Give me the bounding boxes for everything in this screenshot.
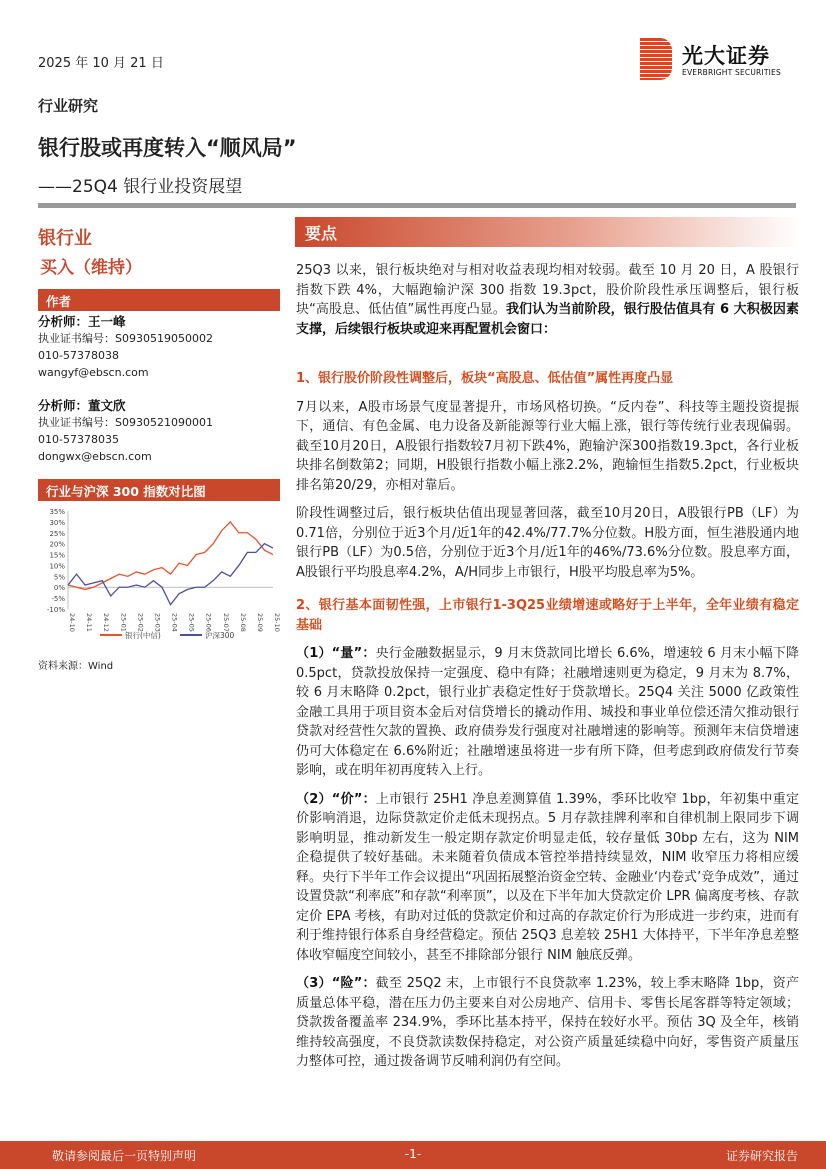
- section-1-heading: 1、银行股价阶段性调整后，板块“高股息、低估值”属性再度凸显: [296, 371, 674, 386]
- author-cert: 执业证书编号：S0930521090001: [38, 416, 213, 429]
- section-1-paragraph-2: 阶段性调整过后，银行板块估值出现显著回落，截至10月20日，A股银行PB（LF）为0.71倍，分别位于近3个月/近1年的42.4%/77.7%分位数。H股方面，恒生港股通内地银行PB（LF）为0.5倍，分别位于近3个月/近1年的46%/73.6%分位数。股息率方面，A股银行平均股息率4.2%，A/H同步上市银行，H股平均股息率为5%。: [296, 506, 799, 580]
- author-name: 分析师：王一峰: [38, 314, 126, 329]
- x-tick-label: 24-10: [68, 613, 76, 632]
- logo-mark-icon: [640, 38, 672, 80]
- chart-heading: 行业与沪深 300 指数对比图: [38, 479, 280, 501]
- x-tick-label: 25-08: [238, 613, 247, 632]
- intro-bold-text: 我们认为当前阶段，银行股估值具有 6 大积极因素支撑，后续银行板块或迎来再配置机会窗口：: [296, 302, 799, 337]
- page-footer: [0, 1141, 826, 1169]
- item-text: 央行金融数据显示，9 月末贷款同比增长 6.6%，增速较 6 月末小幅下降 0.5pct，贷款投放保持一定强度、稳中有降；社融增速则更为稳定，9 月末为 8.7%，较 6 月末略降 0.2pct，银行业扩表稳定性好于贷款增长。25Q4 关注 5000 亿政策性金融工具用于项目资本金后对信贷增长的撬动作用、城投和事业单位偿还清欠推动银行贷款对经营性欠款的置换、政府债券发行强度对社融增速的影响等。预测年末信贷增速仍可大体稳定在 6.6%附近；社融增速虽将进一步有所下降，但考虑到政府债发行节奏影响，或在明年初再度转入上行。: [296, 646, 799, 778]
- y-tick-label: 0%: [53, 584, 65, 593]
- y-tick-label: 15%: [49, 551, 65, 560]
- x-tick-label: 24-12: [102, 613, 111, 632]
- header-divider: [38, 203, 796, 208]
- x-tick-label: 25-04: [170, 613, 179, 632]
- x-tick-label: 25-10: [273, 613, 281, 632]
- author-phone: 010-57378038: [38, 349, 119, 362]
- legend-label: 沪深300: [205, 631, 235, 640]
- page-number: -1-: [404, 1147, 422, 1161]
- author-heading: 作者: [38, 289, 280, 311]
- section-2-heading: 2、银行基本面韧性强，上市银行1-3Q25业绩增速或略好于上半年，全年业绩有稳定基础: [296, 598, 799, 633]
- x-tick-label: 25-03: [153, 613, 162, 632]
- x-tick-label: 25-02: [136, 613, 145, 632]
- x-tick-label: 25-05: [187, 613, 196, 632]
- footer-disclaimer: 敬请参阅最后一页特别声明: [52, 1149, 197, 1163]
- y-tick-label: 30%: [49, 518, 65, 527]
- logo-name-en: EVERBRIGHT SECURITIES: [682, 68, 781, 77]
- y-tick-label: 10%: [49, 562, 65, 571]
- y-tick-label: 35%: [49, 508, 65, 516]
- report-category: 行业研究: [38, 97, 99, 115]
- key-points-heading: 要点: [295, 217, 800, 247]
- logo-name-cn: 光大证券: [682, 44, 770, 68]
- item-label: （1）“量”：: [296, 646, 376, 661]
- y-tick-label: 25%: [49, 529, 65, 538]
- item-volume: [296, 644, 799, 781]
- author-email[interactable]: dongwx@ebscn.com: [38, 450, 152, 463]
- section-1-paragraph-1: 7月以来，A股市场景气度显著提升，市场风格切换。“反内卷”、科技等主题投资提振下，通信、有色金属、电力设备及新能源等行业大幅上涨，银行等传统行业表现偏弱。截至10月20日，A股银行指数较7月初下跌4%，跑输沪深300指数19.3pct，各行业板块排名倒数第2；同期，H股银行指数小幅上涨2.2%，跑输恒生指数5.2pct，行业板块排名第20/29，亦相对靠后。: [296, 399, 799, 493]
- footer-doc-type: 证券研究报告: [725, 1149, 798, 1163]
- x-tick-label: 25-06: [204, 613, 213, 632]
- x-tick-label: 25-09: [255, 613, 264, 632]
- item-text: 上市银行 25H1 净息差测算值 1.39%，季环比收窄 1bp，年初集中重定价影响消退，边际贷款定价走低未现拐点。5 月存款挂牌利率和自律机制上限同步下调影响明显，推动新发生一般定期存款定价明显走低，较存量低 30bp 左右，这为 NIM 企稳提供了较好基础。未来随着负债成本管控举措持续显效，NIM 收窄压力将相应缓释。央行下半年工作会议提出“巩固拓展整治资金空转、金融业‘内卷式’竞争成效”，通过设置贷款“利率底”和存款“利率顶”，以及在下半年加大贷款定价 LPR 偏离度考核、存款定价 EPA 考核，有助对过低的贷款定价和过高的存款定价行为形成进一步约束，进而有利于维持银行体系自身经营稳定。预估 25Q3 息差较 25H1 大体持平，下半年净息差整体收窄幅度空间较小，甚至不排除部分银行 NIM 触底反弹。: [296, 791, 799, 963]
- y-tick-label: -5%: [51, 595, 65, 604]
- author-name: 分析师：董文欣: [38, 398, 126, 413]
- author-phone: 010-57378035: [38, 433, 119, 446]
- x-tick-label: 25-01: [119, 613, 128, 632]
- main-content: [296, 261, 799, 1081]
- author-email[interactable]: wangyf@ebscn.com: [38, 366, 149, 379]
- intro-paragraph: [296, 261, 799, 339]
- author-block-2: [38, 397, 213, 465]
- legend-label: 银行(中信): [125, 631, 161, 640]
- item-price: [296, 790, 799, 966]
- y-tick-label: 5%: [53, 573, 65, 582]
- item-label: （3）“险”：: [296, 976, 376, 991]
- item-text: 截至 25Q2 末，上市银行不良贷款率 1.23%，较上季末略降 1bp，资产质量总体平稳，潜在压力仍主要来自对公房地产、信用卡、零售长尾客群等特定领域；贷款拨备覆盖率 234.9%，季环比基本持平，保持在较好水平。预估 3Q 及全年，核销维持较高强度，不良贷款读数保持稳定，对公资产质量延续稳中向好，零售资产质量压力整体可控，通过拨备调节反哺利润仍有空间。: [296, 976, 799, 1069]
- item-risk: [296, 974, 799, 1072]
- item-label: （2）“价”：: [296, 791, 376, 807]
- y-tick-label: 20%: [49, 540, 65, 549]
- report-title: 银行股或再度转入“顺风局”: [38, 136, 297, 160]
- company-logo: [640, 38, 800, 82]
- industry-label: 银行业: [38, 228, 92, 249]
- series-line-bank: [68, 522, 273, 590]
- author-block-1: [38, 313, 213, 381]
- x-tick-label: 25-07: [221, 613, 230, 632]
- x-tick-label: 24-11: [85, 613, 94, 632]
- report-date: 2025 年 10 月 21 日: [38, 56, 164, 71]
- intro-text: 25Q3 以来，银行板块绝对与相对收益表现均相对较弱。截至 10 月 20 日，A 股银行指数下跌 4%，大幅跑输沪深 300 指数 19.3pct，股价阶段性承压调整后，银行板块“高股息、低估值”属性再度凸显。: [296, 263, 799, 317]
- y-tick-label: -10%: [46, 606, 65, 614]
- report-subtitle: ——25Q4 银行业投资展望: [38, 177, 243, 197]
- index-comparison-chart: [38, 503, 280, 643]
- author-cert: 执业证书编号：S0930519050002: [38, 332, 213, 345]
- chart-source: 资料来源：Wind: [38, 661, 114, 672]
- rating-label: 买入（维持）: [40, 258, 142, 278]
